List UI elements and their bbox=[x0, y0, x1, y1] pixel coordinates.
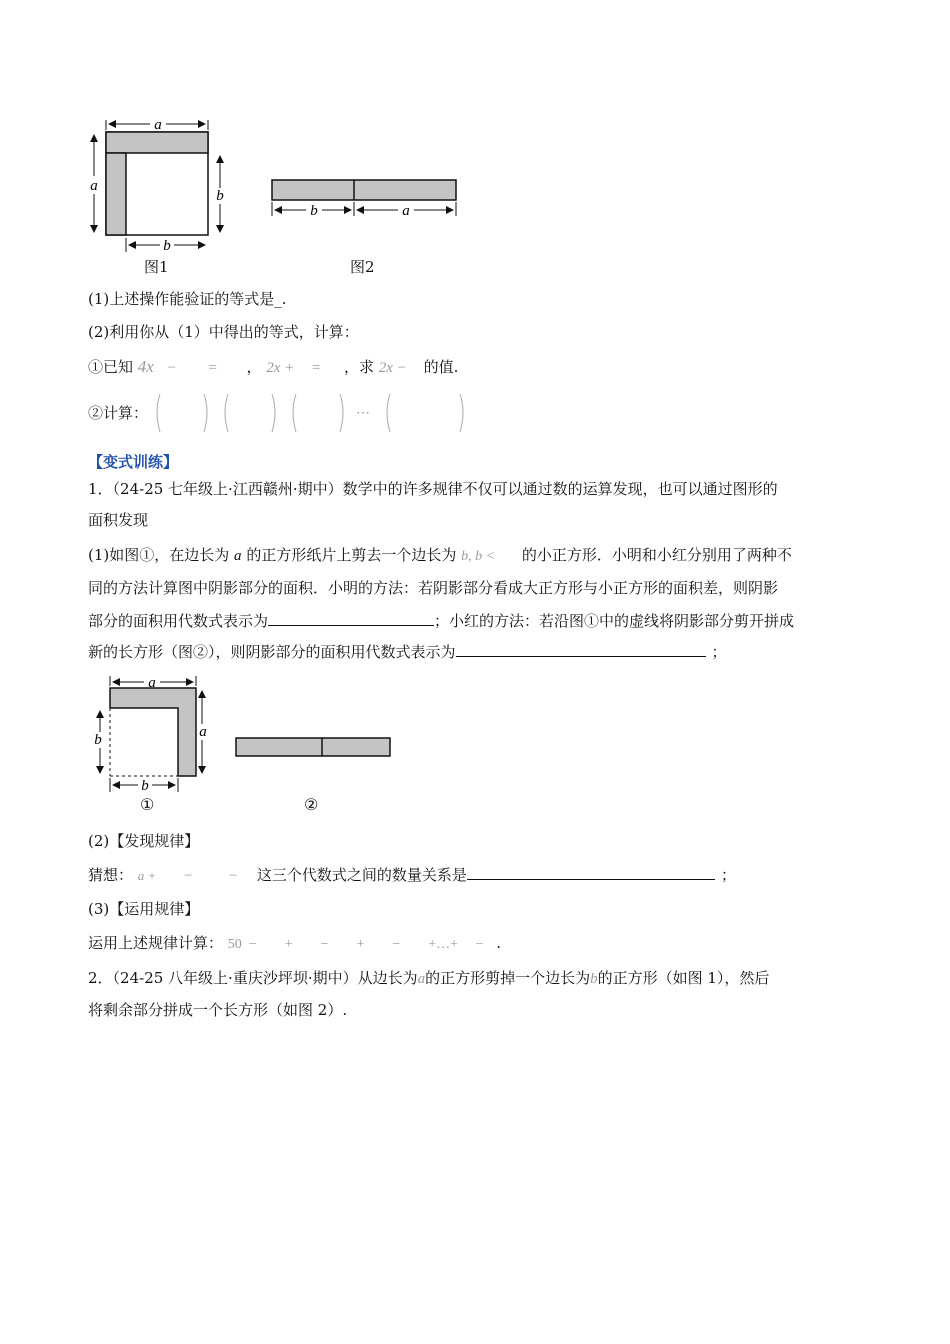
p1-line3-gray: b, b < bbox=[461, 549, 496, 564]
q2-1-eq-2: = bbox=[311, 360, 322, 376]
section-title: 【变式训练】 bbox=[88, 453, 179, 471]
p1-line2: 面积发现 bbox=[88, 511, 149, 529]
fig2-label-a: a bbox=[402, 203, 410, 219]
p1-line5-pre: 部分的面积用代数式表示为 bbox=[88, 612, 269, 630]
p1-line3-mid: 的正方形纸片上剪去一个边长为 bbox=[246, 546, 457, 564]
answer-blank-3[interactable] bbox=[467, 865, 715, 880]
p1-line5 bbox=[88, 611, 794, 631]
fig2-label-b: b bbox=[310, 203, 318, 219]
q2-2-dots: ⋯ bbox=[356, 406, 370, 421]
p1-line5-post: ；小红的方法：若沿图①中的虚线将阴影部分剪开拼成 bbox=[434, 612, 795, 630]
q2-2-brackets bbox=[150, 390, 480, 436]
p1-line6 bbox=[88, 642, 727, 662]
fig1-mid bbox=[94, 675, 207, 794]
q2-1-op: − bbox=[166, 360, 177, 376]
q2-1-comma: ， bbox=[246, 358, 262, 376]
answer-blank-1[interactable] bbox=[268, 611, 434, 626]
p1-line6-post: ； bbox=[711, 643, 727, 661]
q2-1-prefix: ①已知 bbox=[88, 358, 134, 376]
question-2-2 bbox=[88, 403, 148, 423]
fig2-top bbox=[272, 180, 456, 219]
p3-line1-a: a bbox=[417, 971, 426, 987]
fig1-mid-label-b-bottom: b bbox=[141, 778, 149, 794]
question-2: (2)利用你从（1）中得出的等式，计算： bbox=[88, 323, 359, 341]
q2-1-eq-1: = bbox=[207, 360, 218, 376]
fig1-mid-label-b-left: b bbox=[94, 732, 102, 748]
p1-line3-pre: (1)如图①，在边长为 bbox=[88, 546, 230, 564]
p2-guess-gray-1: a + bbox=[137, 868, 157, 883]
p1-line6-pre: 新的长方形（图②），则阴影部分的面积用代数式表示为 bbox=[88, 643, 456, 661]
p3-line1-mid: 的正方形剪掉一个边长为 bbox=[425, 969, 591, 987]
fig1-mid-label-a-right: a bbox=[199, 724, 207, 740]
fig2-caption: 图2 bbox=[350, 258, 375, 276]
p3-line1-pre: 2．（24-25 八年级上·重庆沙坪坝·期中）从边长为 bbox=[88, 969, 418, 987]
p3-calc-pre: 运用上述规律计算： bbox=[88, 934, 224, 952]
figure-top bbox=[80, 112, 480, 272]
p2-guess-pre: 猜想： bbox=[88, 866, 134, 884]
fig1-caption: 图1 bbox=[144, 258, 169, 276]
p3-calc bbox=[88, 933, 501, 955]
q2-1-formula-1: 4x bbox=[137, 357, 154, 376]
q2-1-formula-3: 2x − bbox=[378, 360, 407, 376]
p1-line4: 同的方法计算图中阴影部分的面积．小明的方法：若阴影部分看成大正方形与小正方形的面积差，则阴影 bbox=[88, 579, 779, 597]
question-2-1 bbox=[88, 357, 458, 378]
p3-line2: 将剩余部分拼成一个长方形（如图 2）. bbox=[88, 1001, 348, 1019]
q2-1-suffix: 的值. bbox=[423, 358, 459, 376]
fig1-mid-label-a-top: a bbox=[148, 675, 156, 691]
fig1-left-label-a: a bbox=[90, 178, 98, 194]
p2-guess-gray-2: − bbox=[183, 868, 194, 884]
answer-blank-2[interactable] bbox=[456, 642, 706, 657]
q2-1-formula-2: 2x + bbox=[266, 360, 295, 376]
fig2-mid-caption: ② bbox=[304, 795, 319, 814]
q2-1-mid: ，求 bbox=[343, 358, 374, 376]
p2-guess-gray-3: − bbox=[228, 868, 239, 884]
fig1-top-label-a: a bbox=[154, 117, 162, 133]
p3-calc-post: . bbox=[496, 934, 502, 952]
question-1: (1)上述操作能验证的等式是_. bbox=[88, 290, 287, 308]
p1-line3-a: a bbox=[234, 548, 242, 564]
p2-guess-post: ； bbox=[720, 866, 736, 884]
p3-line1-post: 的正方形（如图 1），然后 bbox=[597, 969, 770, 987]
p1-line3 bbox=[88, 545, 792, 567]
p3-line1-b: b bbox=[590, 971, 598, 987]
fig1-bottom-label-b: b bbox=[163, 238, 171, 254]
p1-line1: 1．（24-25 七年级上·江西赣州·期中）数学中的许多规律不仅可以通过数的运算发现，也可以通过图形的 bbox=[88, 480, 778, 498]
p3-line1 bbox=[88, 968, 769, 989]
q2-2-prefix: ②计算： bbox=[88, 404, 149, 422]
p2-guess bbox=[88, 865, 736, 886]
fig2-mid bbox=[236, 738, 390, 756]
fig1-right-label-b: b bbox=[216, 188, 224, 204]
p2-guess-mid: 这三个代数式之间的数量关系是 bbox=[256, 866, 467, 884]
p1-line3-post: 的小正方形．小明和小红分别用了两种不 bbox=[521, 546, 792, 564]
p3-heading: (3)【运用规律】 bbox=[88, 900, 200, 918]
fig1-top bbox=[90, 117, 224, 254]
p3-calc-gray: 50 − + − + − +…+ − bbox=[227, 937, 484, 952]
figure-mid bbox=[86, 672, 406, 822]
fig1-mid-caption: ① bbox=[140, 795, 155, 814]
p2-heading: (2)【发现规律】 bbox=[88, 832, 200, 850]
